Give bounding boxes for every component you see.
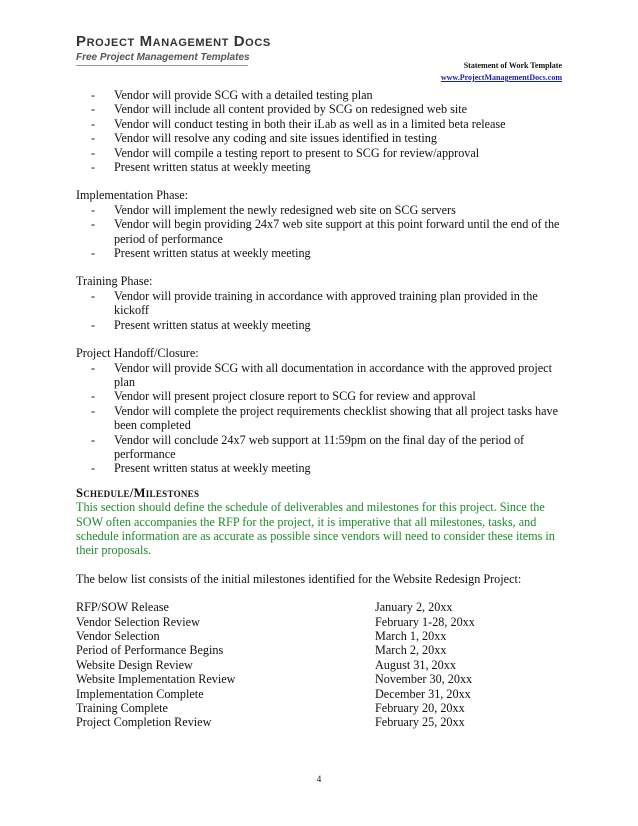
milestone-name: RFP/SOW Release [76,600,169,615]
list-item: - Vendor will conduct testing in both their iLab as well as in a limited beta release [76,117,566,131]
document-body [76,88,566,730]
schedule-heading: Schedule/Milestones [76,485,200,500]
list-item: - Vendor will resolve any coding and site issues identified in testing [76,131,566,145]
handoff-closure-title: Project Handoff/Closure: [76,346,199,361]
doc-title: Statement of Work Template [463,61,562,70]
list-item: - Vendor will implement the newly redesigned web site on SCG servers [76,203,566,217]
testing-list [76,88,566,174]
page-header [441,60,562,84]
table-row [76,643,566,657]
milestone-date: March 1, 20xx [375,629,447,643]
website-link[interactable]: www.ProjectManagementDocs.com [440,73,562,82]
page-number: 4 [316,774,322,784]
milestone-date: January 2, 20xx [375,600,453,615]
table-row [76,715,566,729]
list-item: - Vendor will complete the project requirements checklist showing that all project tasks have been completed [76,404,566,433]
logo-underline [76,65,248,66]
logo-title: Project Management Docs [76,33,271,50]
milestone-name: Website Implementation Review [76,672,236,687]
list-item: - Vendor will begin providing 24x7 web site support at this point forward until the end of the period of performance [76,217,566,246]
training-list [76,289,566,332]
handoff-closure-list [76,361,566,476]
milestone-date: March 2, 20xx [375,643,447,658]
list-item: - Present written status at weekly meeting [76,461,566,475]
implementation-phase-title: Implementation Phase: [76,188,189,203]
milestone-date: August 31, 20xx [375,657,456,672]
milestone-name: Period of Performance Begins [76,643,224,658]
list-item: - Vendor will present project closure report to SCG for review and approval [76,389,566,403]
schedule-guidance: This section should define the schedule of deliverables and milestones for this project. Since the SOW often accompanies the RFP for the project, it is imperative that all milestones, tasks, and schedule information are as accurate as possible since vendors will need to consider these items in their proposals. [76,500,555,558]
milestones-table [76,600,566,730]
list-item: - Present written status at weekly meeting [76,318,566,332]
table-row [76,701,566,715]
milestone-date: February 1-28, 20xx [375,614,475,629]
list-item: - Vendor will provide SCG with a detailed testing plan [76,88,566,102]
milestone-name: Training Complete [76,701,168,716]
table-row [76,687,566,701]
milestones-intro: The below list consists of the initial milestones identified for the Website Redesign Project: [76,571,522,586]
logo [76,34,271,66]
table-row [76,672,566,686]
table-row [76,615,566,629]
milestone-name: Website Design Review [76,657,193,672]
milestone-name: Project Completion Review [76,715,212,730]
table-row [76,658,566,672]
milestone-name: Implementation Complete [76,686,204,701]
list-item: - Vendor will provide training in accordance with approved training plan provided in the kickoff [76,289,566,318]
implementation-list [76,203,566,261]
list-item: - Present written status at weekly meeting [76,246,566,260]
list-item: - Vendor will provide SCG with all documentation in accordance with the approved project plan [76,361,566,390]
table-row [76,600,566,614]
milestone-name: Vendor Selection [76,629,160,643]
list-item: - Vendor will conclude 24x7 web support at 11:59pm on the final day of the period of performance [76,433,566,462]
milestone-date: February 20, 20xx [375,701,465,716]
logo-subtitle: Free Project Management Templates [76,52,250,63]
training-phase-title: Training Phase: [76,274,153,289]
milestone-date: December 31, 20xx [375,686,471,701]
milestone-date: November 30, 20xx [375,672,473,687]
list-item: - Vendor will compile a testing report to present to SCG for review/approval [76,146,566,160]
milestone-date: February 25, 20xx [375,715,465,730]
milestone-name: Vendor Selection Review [76,614,200,629]
list-item: - Present written status at weekly meeting [76,160,566,174]
list-item: - Vendor will include all content provided by SCG on redesigned web site [76,102,566,116]
table-row [76,629,566,643]
